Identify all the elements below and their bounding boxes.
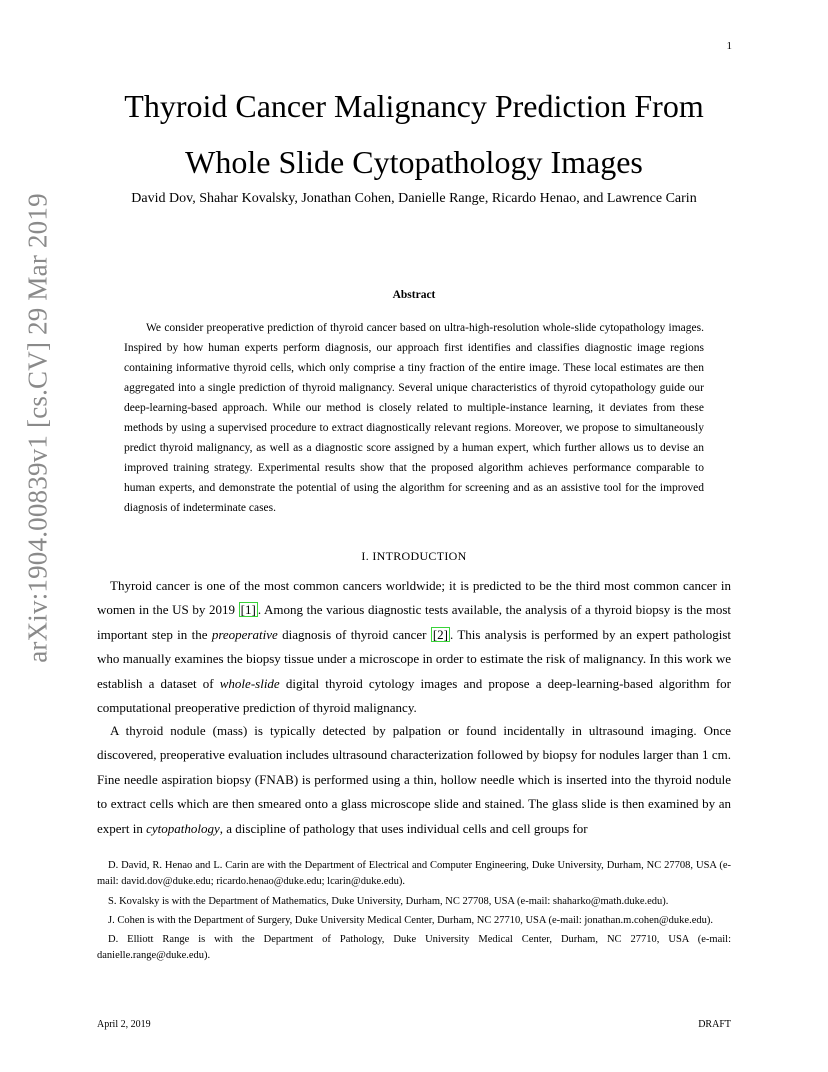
footnote-affiliation-2: S. Kovalsky is with the Department of Mathematics, Duke University, Durham, NC 27708, USA (e-mail: shaharko@math.duke.edu). <box>108 896 669 907</box>
section-heading-introduction <box>0 549 828 564</box>
text-run: , a discipline of pathology that uses individual cells and cell groups for <box>219 820 588 836</box>
section-number: I. <box>361 549 370 563</box>
intro-paragraph-1 <box>97 574 731 720</box>
footer-date: April 2, 2019 <box>97 1019 151 1030</box>
emphasis-text: preoperative <box>211 626 278 642</box>
footnote-affiliation-1: D. David, R. Henao and L. Carin are with the Department of Electrical and Computer Engineering, Duke University, Durham, NC 27708, USA (e-mail: david.dov@duke.edu; ricardo.henao@duke.edu; lcarin@duke.edu). <box>97 860 731 887</box>
text-run: Thyroid cancer is one of the most common cancers worldwide; it is predicted to be the third most common cancer in women in the US by 2019 <box>97 578 731 618</box>
intro-paragraph-2 <box>97 719 731 841</box>
footer-draft-label: DRAFT <box>698 1019 731 1030</box>
page-number: 1 <box>726 40 732 52</box>
paper-title <box>80 78 748 190</box>
title-line-2: Whole Slide Cytopathology Images <box>185 144 643 180</box>
title-line-1: Thyroid Cancer Malignancy Prediction From <box>124 88 704 124</box>
emphasis-text: cytopathology <box>146 820 220 836</box>
text-run: . This analysis is performed by an expert pathologist who manually examines the biopsy tissue under a microscope in order to estimate the risk of malignancy. In this work we establish a dataset of <box>97 626 731 691</box>
text-run: . Among the various diagnostic tests available, the analysis of a thyroid biopsy is the most important step in the <box>97 602 731 642</box>
section-title-rest: NTRODUCTION <box>376 549 467 563</box>
arxiv-identifier-text: arXiv:1904.00839v1 [cs.CV] 29 Mar 2019 <box>22 193 53 663</box>
text-run: diagnosis of thyroid cancer <box>277 626 431 642</box>
author-list: David Dov, Shahar Kovalsky, Jonathan Cohen, Danielle Range, Ricardo Henao, and Lawrence Carin <box>131 191 697 206</box>
citation-link-1[interactable]: [1] <box>240 602 256 618</box>
abstract-text: We consider preoperative prediction of thyroid cancer based on ultra-high-resolution whole-slide cytopathology images. Inspired by how human experts perform diagnosis, our approach first identifies and classifies diagnostic image regions containing informative thyroid cells, which only comprise a tiny fraction of the entire image. These local estimates are then aggregated into a single prediction of thyroid malignancy. Several unique characteristics of thyroid cytopathology guide our deep-learning-based approach. While our method is closely related to multiple-instance learning, it deviates from these methods by using a supervised procedure to extract diagnostically relevant regions. Moreover, we propose to simultaneously predict thyroid malignancy, as well as a diagnostic score assigned by a human expert, which further allows us to devise an improved training strategy. Experimental results show that the proposed algorithm achieves performance comparable to human experts, and demonstrate the potential of using the algorithm for screening and as an assistive tool for the improved diagnosis of indeterminate cases. <box>124 322 704 514</box>
footnote-affiliation-3: J. Cohen is with the Department of Surgery, Duke University Medical Center, Durham, NC 27710, USA (e-mail: jonathan.m.cohen@duke.edu). <box>108 915 714 926</box>
text-run: digital thyroid cytology images and propose a deep-learning-based algorithm for computational preoperative prediction of thyroid malignancy. <box>97 675 731 716</box>
section-title-initial: I <box>372 549 377 563</box>
abstract-heading: Abstract <box>392 289 436 301</box>
section-title <box>372 549 466 563</box>
text-run: A thyroid nodule (mass) is typically detected by palpation or found incidentally in ultrasound imaging. Once discovered, preoperative evaluation includes ultrasound characterization followed by biopsy for nodules larger than 1 cm. Fine needle aspiration biopsy (FNAB) is performed using a thin, hollow needle which is inserted into the thyroid nodule to extract cells which are then smeared onto a glass microscope slide and stained. The glass slide is then examined by an expert in <box>97 723 731 836</box>
emphasis-text: whole-slide <box>219 675 280 691</box>
citation-link-2[interactable]: [2] <box>432 626 448 642</box>
footnote-affiliation-4: D. Elliott Range is with the Department of Pathology, Duke University Medical Center, Durham, NC 27710, USA (e-mail: danielle.range@duke.edu). <box>97 934 731 961</box>
